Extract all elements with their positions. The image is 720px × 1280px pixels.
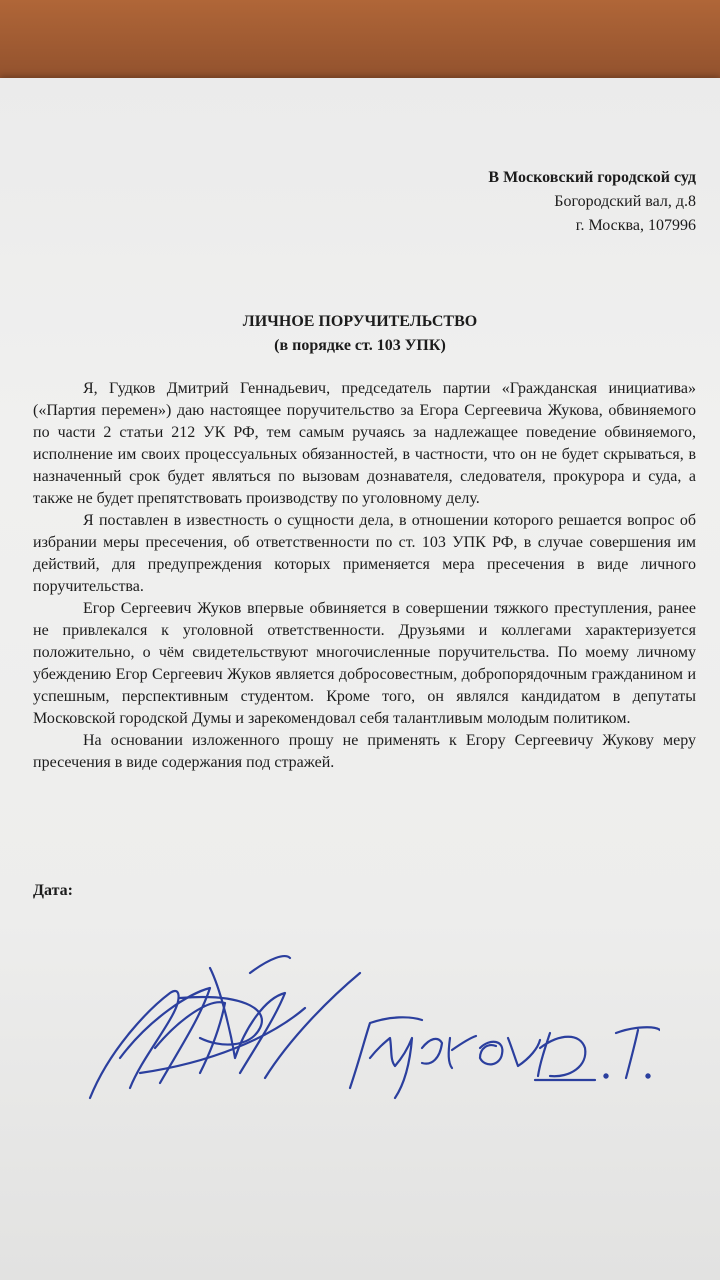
addressee-block: [488, 166, 696, 238]
paragraph-awareness: Я поставлен в известность о сущности дела, в отношении которого решается вопрос об избрании меры пресечения, об ответственности по ст. 103 УПК РФ, в случае совершения им действий, для предупреждения которых применяется мера пресечения в виде личного поручительства.: [33, 512, 696, 595]
document-title: ЛИЧНОЕ ПОРУЧИТЕЛЬСТВО: [242, 313, 478, 330]
paragraph-request: На основании изложенного прошу не применять к Егору Сергеевичу Жукову меру пресечения в виде содержания под стражей.: [33, 732, 696, 771]
addressee-court: В Московский городской суд: [488, 169, 696, 186]
addressee-city: г. Москва, 107996: [575, 217, 696, 234]
document-page: [0, 78, 720, 1280]
paragraph-character: Егор Сергеевич Жуков впервые обвиняется в совершении тяжкого преступления, ранее не привлекался к уголовной ответственности. Друзьями и коллегами характеризуется положительно, о чём свидетельствуют многочисленные поручительства. По моему личному убеждению Егор Сергеевич Жуков является добросовестным, добропорядочным гражданином и успешным, перспективным студентом. Кроме того, он являлся кандидатом в депутаты Московской городской Думы и зарекомендовал себя талантливым молодым политиком.: [33, 600, 696, 727]
paragraph-guarantee: Я, Гудков Дмитрий Геннадьевич, председатель партии «Гражданская инициатива» («Партия перемен») даю настоящее поручительство за Егора Сергеевича Жукова, обвиняемого по части 2 статьи 212 УК РФ, тем самым ручаясь за надлежащее поведение обвиняемого, исполнение им своих процессуальных обязанностей, в частности, что он не будет скрываться, в назначенный срок будет являться по вызовам дознавателя, следователя, прокурора и суда, а также не будет препятствовать производству по уголовному делу.: [33, 380, 696, 507]
document-subtitle: (в порядке ст. 103 УПК): [274, 337, 446, 354]
document-body: [33, 378, 696, 774]
handwritten-signature: [60, 898, 660, 1118]
signature-strokes: [90, 956, 660, 1098]
document-title-block: [0, 310, 720, 358]
date-label: Дата:: [33, 882, 73, 899]
addressee-street: Богородский вал, д.8: [554, 193, 696, 210]
wooden-desk: [0, 0, 720, 90]
